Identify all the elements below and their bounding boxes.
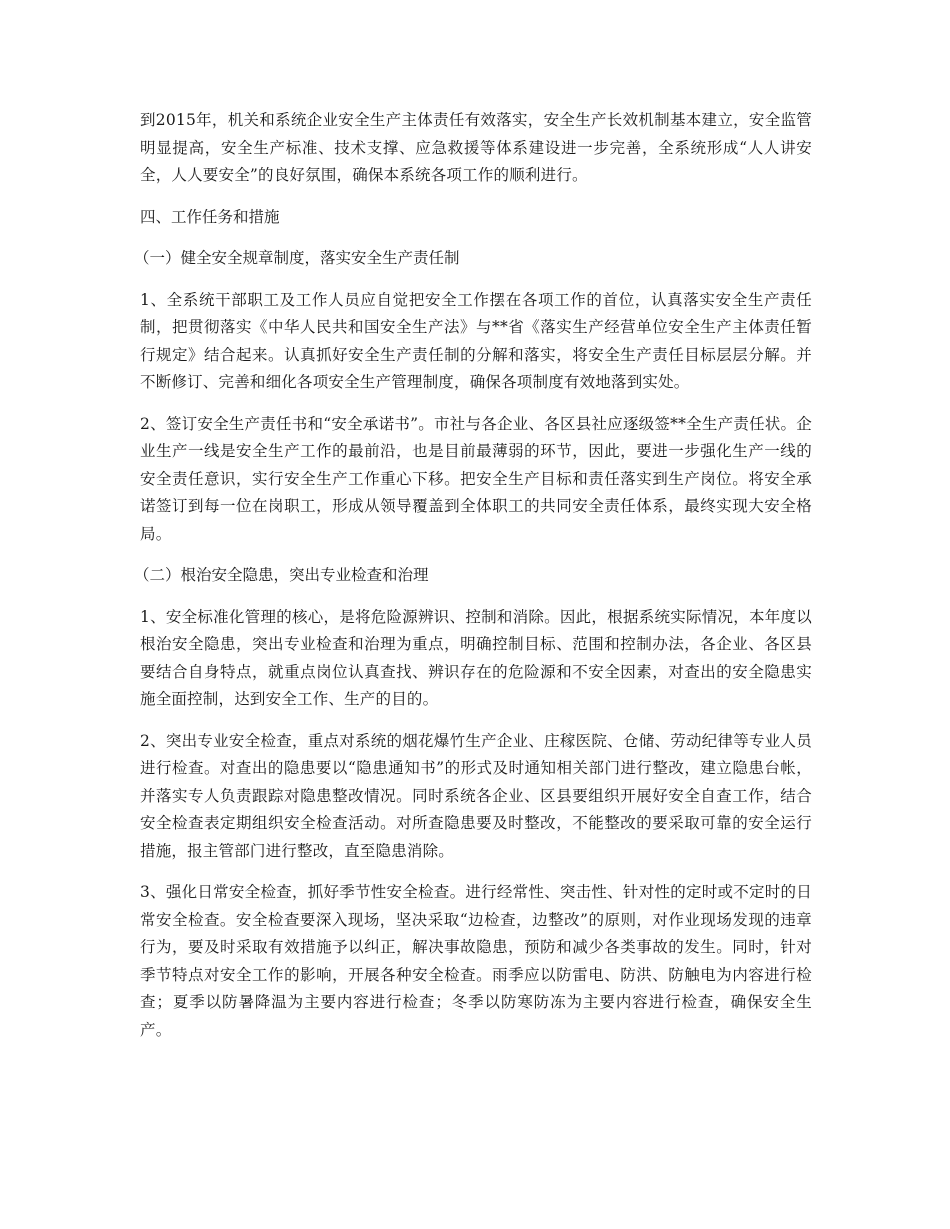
paragraph-2-3: 3、强化日常安全检查，抓好季节性安全检查。进行经常性、突击性、针对性的定时或不定时的日常安全检查。安全检查要深入现场，坚决采取“边检查，边整改”的原则，对作业现场发现的违章行为，要及时采取有效措施予以纠正，解决事故隐患，预防和减少各类事故的发生。同时，针对季节特点对安全工作的影响，开展各种安全检查。雨季应以防雷电、防洪、防触电为内容进行检查；夏季以防暑降温为主要内容进行检查；冬季以防寒防冻为主要内容进行检查，确保安全生产。 — [140, 883, 812, 1039]
paragraph-2-2: 2、突出专业安全检查，重点对系统的烟花爆竹生产企业、庄稼医院、仓储、劳动纪律等专业人员进行检查。对查出的隐患要以“隐患通知书”的形式及时通知相关部门进行整改，建立隐患台帐，并落实专人负责跟踪对隐患整改情况。同时系统各企业、区县要组织开展好安全自查工作，结合安全检查表定期组织安全检查活动。对所查隐患要及时整改，不能整改的要采取可靠的安全运行措施，报主管部门进行整改，直至隐患消除。 — [140, 731, 812, 860]
subsection-heading-1: （一）健全安全规章制度，落实安全生产责任制 — [134, 249, 460, 267]
intro-paragraph: 到2015年，机关和系统企业安全生产主体责任有效落实，安全生产长效机制基本建立，安全监管明显提高，安全生产标准、技术支撑、应急救援等体系建设进一步完善，全系统形成“人人讲安全，人人要安全”的良好氛围，确保本系统各项工作的顺利进行。 — [140, 111, 812, 184]
subsection-heading-2: （二）根治安全隐患，突出专业检查和治理 — [134, 566, 429, 584]
section-heading-tasks: 四、工作任务和措施 — [140, 207, 280, 226]
document-body — [134, 107, 812, 1058]
paragraph-1-1: 1、全系统干部职工及工作人员应自觉把安全工作摆在各项工作的首位，认真落实安全生产责任制，把贯彻落实《中华人民共和国安全生产法》与**省《落实生产经营单位安全生产主体责任暂行规定》结合起来。认真抓好安全生产责任制的分解和落实，将安全生产责任目标层层分解。并不断修订、完善和细化各项安全生产管理制度，确保各项制度有效地落到实处。 — [140, 290, 812, 391]
paragraph-2-1: 1、安全标准化管理的核心，是将危险源辨识、控制和消除。因此，根据系统实际情况，本年度以根治安全隐患，突出专业检查和治理为重点，明确控制目标、范围和控制办法，各企业、各区县要结合自身特点，就重点岗位认真查找、辨识存在的危险源和不安全因素，对查出的安全隐患实施全面控制，达到安全工作、生产的目的。 — [140, 607, 812, 708]
paragraph-1-2: 2、签订安全生产责任书和“安全承诺书”。市社与各企业、各区县社应逐级签**全生产责任状。企业生产一线是安全生产工作的最前沿，也是目前最薄弱的环节，因此，要进一步强化生产一线的安全责任意识，实行安全生产工作重心下移。把安全生产目标和责任落实到生产岗位。将安全承诺签订到每一位在岗职工，形成从领导覆盖到全体职工的共同安全责任体系，最终实现大安全格局。 — [140, 414, 812, 543]
